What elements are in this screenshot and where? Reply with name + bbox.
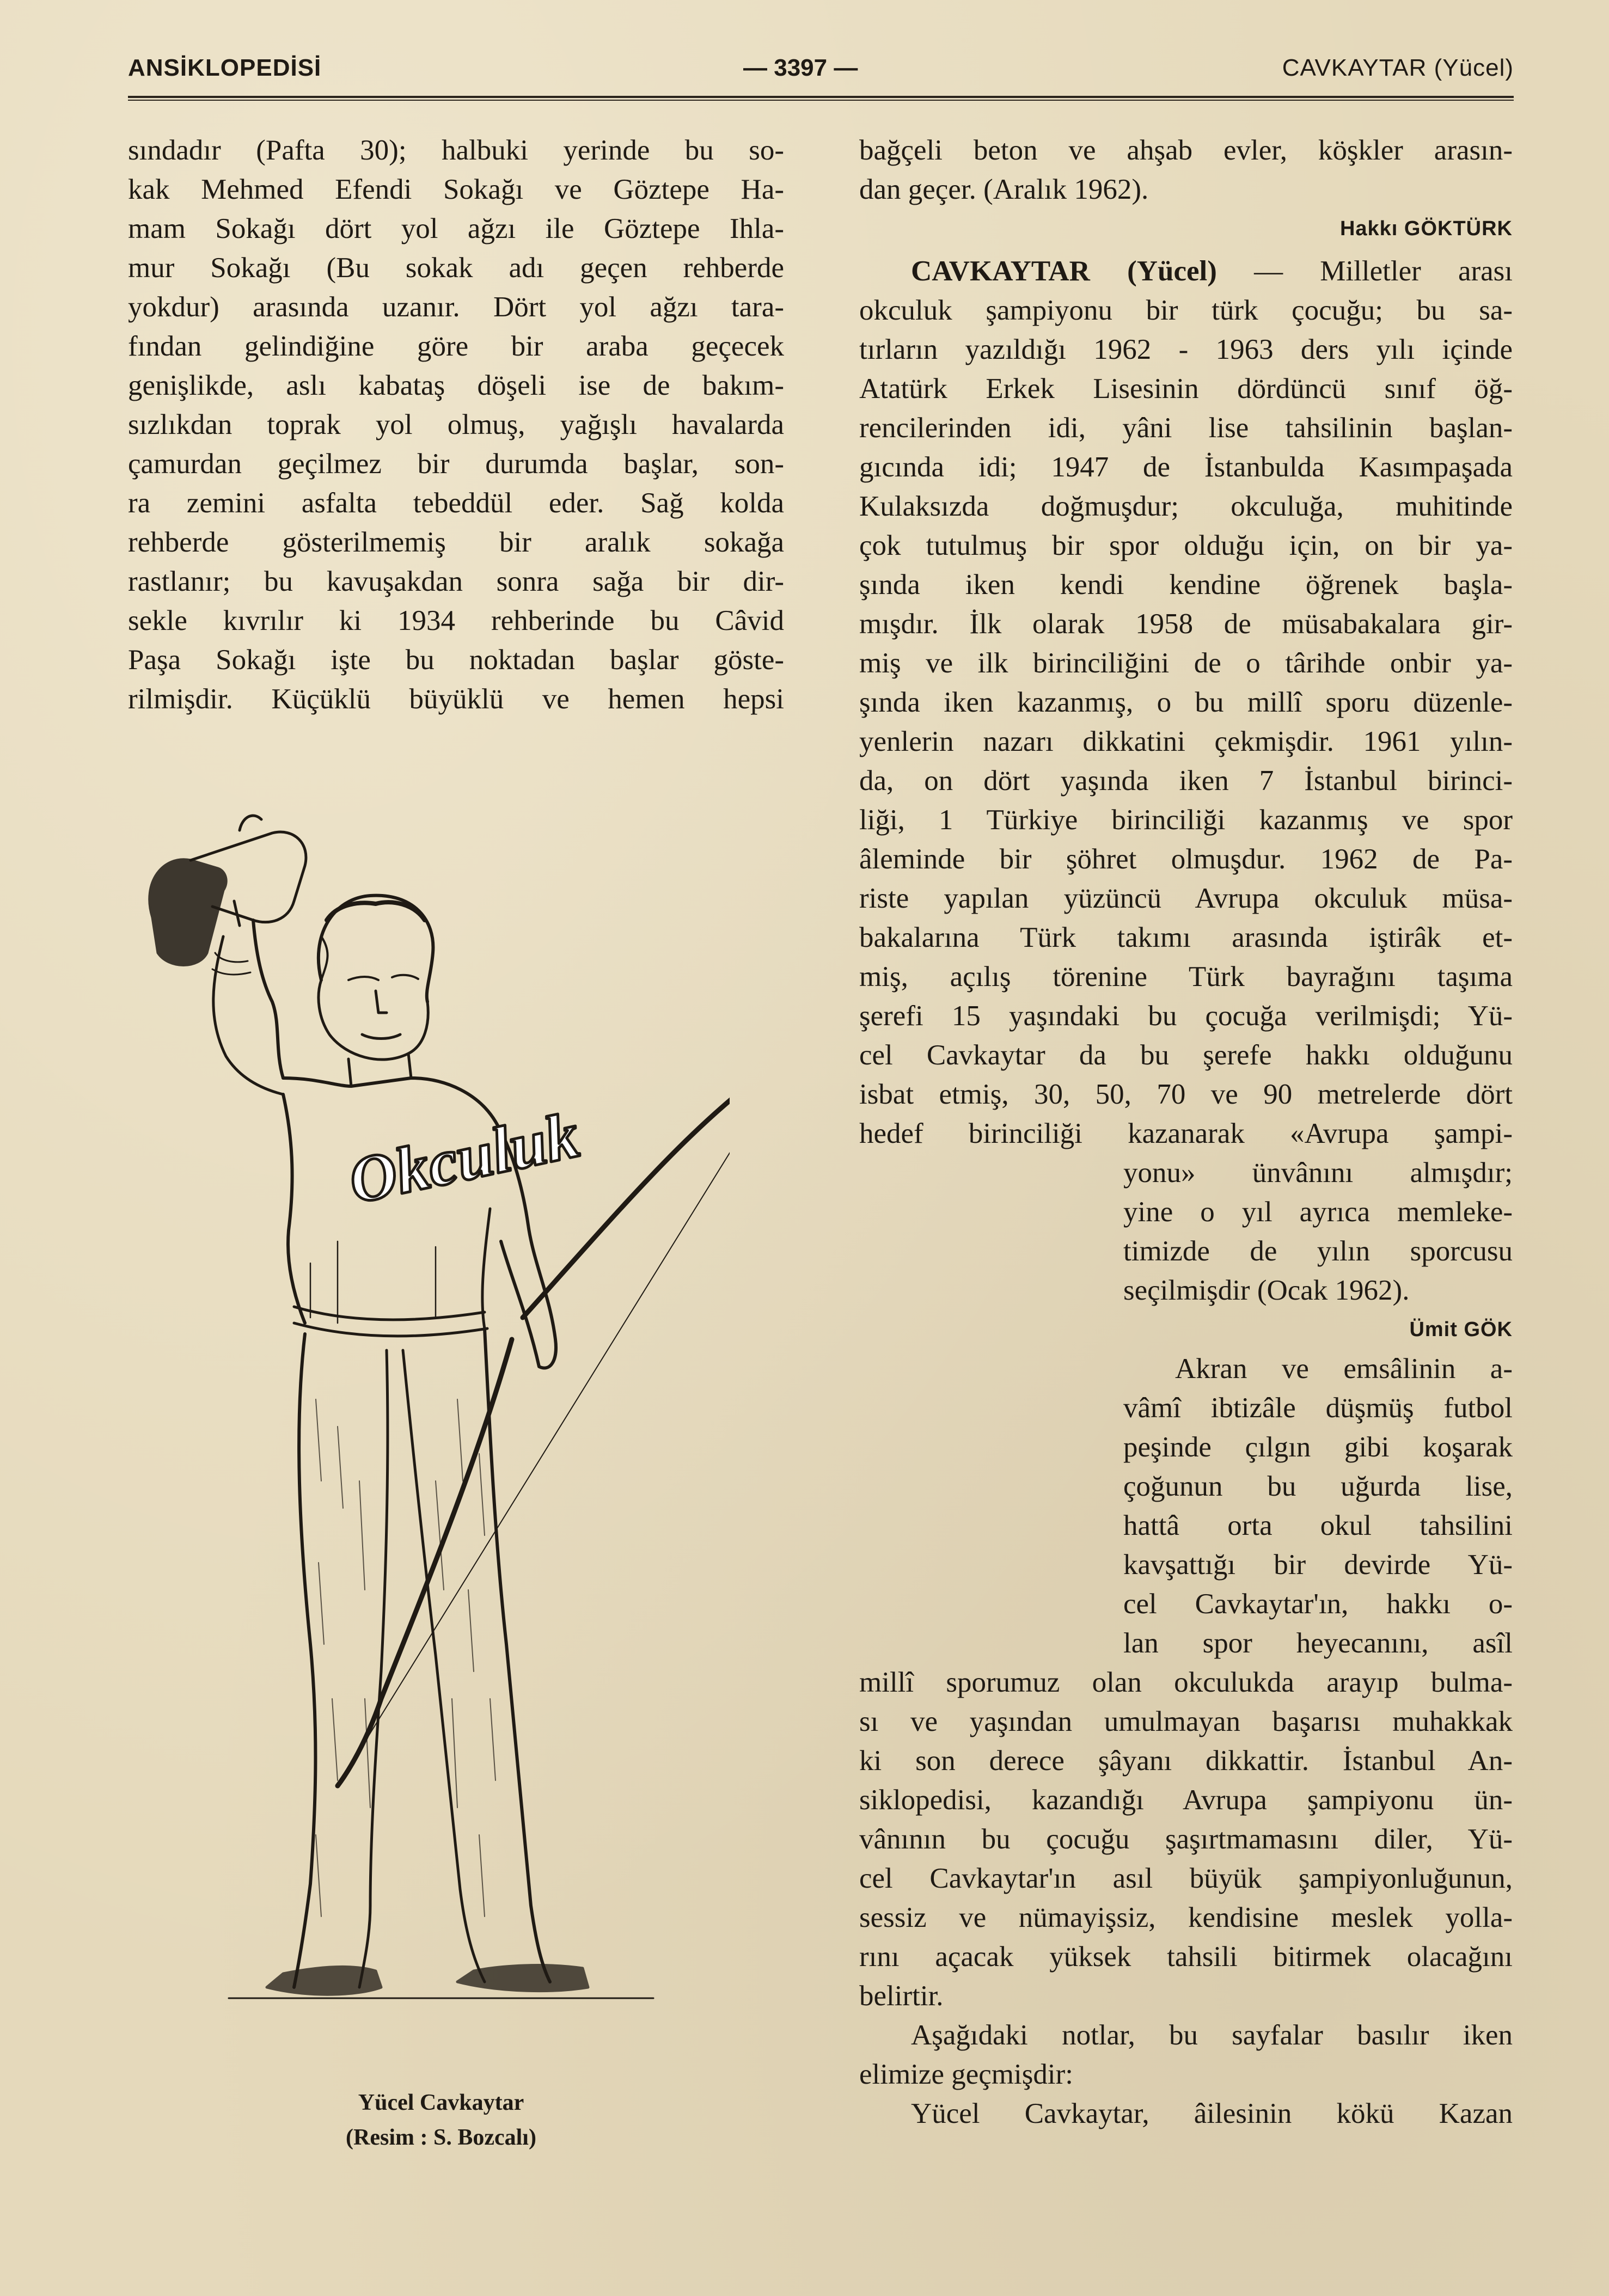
page-number: — 3397 —: [743, 54, 858, 81]
text-line: Akran ve emsâlinin a-: [1175, 1353, 1513, 1385]
text-line: bağçeli beton ve ahşab evler, köşkler arasın-: [859, 134, 1513, 166]
sweatshirt-text: Okculuk: [342, 1098, 585, 1217]
page-header: [128, 50, 1514, 88]
text-line: yenlerin nazarı dikkatini çekmişdir. 1961 yılın-: [859, 726, 1513, 757]
text-line: fından gelindiğine göre bir araba geçecek: [128, 330, 784, 362]
text-line: cel Cavkaytar da bu şerefe hakkı olduğunu: [859, 1039, 1513, 1071]
text-line: Paşa Sokağı işte bu noktadan başlar göste-: [128, 644, 784, 676]
text-line: rencilerinden idi, yâni lise tahsilinin başlan-: [859, 412, 1513, 444]
text-line: mam Sokağı dört yol ağzı ile Göztepe Ihla-: [128, 213, 784, 244]
text-line: Atatürk Erkek Lisesinin dördüncü sınıf öğ-: [859, 373, 1513, 405]
text-line: isbat etmiş, 30, 50, 70 ve 90 metrelerde dört: [859, 1079, 1513, 1110]
text-line: ra zemini asfalta tebeddül eder. Sağ kolda: [128, 487, 784, 519]
text-line: mur Sokağı (Bu sokak adı geçen rehberde: [128, 252, 784, 284]
illustration-caption: [272, 2085, 610, 2155]
text-line: tırların yazıldığı 1962 - 1963 ders yılı içinde: [859, 334, 1513, 365]
text-line: şında iken kazanmış, o bu millî sporu düzenle-: [859, 687, 1513, 718]
text-line: lan spor heyecanını, asîl: [1123, 1627, 1513, 1659]
text-line: gıcında idi; 1947 de İstanbulda Kasımpaşada: [859, 451, 1513, 483]
text-line: genişlikde, aslı kabataş döşeli ise de bakım-: [128, 370, 784, 401]
text-line: millî sporumuz olan okculukda arayıp bulma-: [859, 1667, 1513, 1698]
text-line: seçilmişdir (Ocak 1962).: [1123, 1275, 1410, 1306]
caption-title: Yücel Cavkaytar: [358, 2090, 524, 2115]
text-line: mışdır. İlk olarak 1958 de müsabakalara gir-: [859, 608, 1513, 640]
text-line: hedef birinciliği kazanarak «Avrupa şampi-: [859, 1118, 1513, 1149]
text-line: sı ve yaşından umulmayan başarısı muhakkak: [859, 1706, 1513, 1737]
wrapped-text-block: [1123, 1153, 1513, 1663]
article-heading-line: [859, 252, 1513, 291]
caption-credit: (Resim : S. Bozcalı): [346, 2125, 536, 2150]
header-left: ANSİKLOPEDİSİ: [128, 54, 322, 81]
text-line: bakalarına Türk takımı arasında iştirâk et-: [859, 922, 1513, 953]
archer-illustration: [131, 773, 730, 2042]
author-signature: Ümit GÖK: [1409, 1318, 1513, 1341]
text-line: şında iken kendi kendine öğrenek başla-: [859, 569, 1513, 601]
left-column: [128, 131, 784, 719]
text-line: rını açacak yüksek tahsili bitirmek olacağını: [859, 1941, 1513, 1973]
article-heading-rest: — Milletler arası: [1216, 255, 1513, 287]
text-line: çamurdan geçilmez bir durumda başlar, son-: [128, 448, 784, 480]
text-line: kavşattığı bir devirde Yü-: [1123, 1549, 1513, 1581]
text-line: miş ve ilk birinciliğini de o târihde onbir ya-: [859, 647, 1513, 679]
text-line: Kulaksızda doğmuşdur; okculuğa, muhitinde: [859, 491, 1513, 522]
text-line: siklopedisi, kazandığı Avrupa şampiyonu ün-: [859, 1784, 1513, 1816]
text-line: timizde de yılın sporcusu: [1123, 1235, 1513, 1267]
text-line: Yücel Cavkaytar, âilesinin kökü Kazan: [911, 2098, 1513, 2129]
text-line: rehberde gösterilmemiş bir aralık sokağa: [128, 526, 784, 558]
author-signature: Hakkı GÖKTÜRK: [1339, 217, 1513, 240]
text-line: da, on dört yaşında iken 7 İstanbul birinci-: [859, 765, 1513, 797]
header-rule-thin: [128, 100, 1514, 101]
text-line: kak Mehmed Efendi Sokağı ve Göztepe Ha-: [128, 174, 784, 205]
text-line: rastlanır; bu kavuşakdan sonra sağa bir dir-: [128, 566, 784, 597]
right-column: [859, 131, 1513, 2133]
text-line: çok tutulmuş bir spor olduğu için, on bir ya-: [859, 530, 1513, 561]
text-line: sındadır (Pafta 30); halbuki yerinde bu so-: [128, 134, 784, 166]
text-line: belirtir.: [859, 1980, 944, 2012]
bow-upper-limb: [523, 1056, 730, 1318]
text-line: yonu» ünvânını almışdır;: [1123, 1157, 1513, 1189]
text-line: cel Cavkaytar'ın, hakkı o-: [1123, 1588, 1513, 1620]
text-line: rilmişdir. Küçüklü büyüklü ve hemen hepsi: [128, 683, 784, 715]
text-line: miş, açılış törenine Türk bayrağını taşıma: [859, 961, 1513, 993]
text-line: hattâ orta okul tahsilini: [1123, 1510, 1513, 1541]
text-line: liği, 1 Türkiye birinciliği kazanmış ve spor: [859, 804, 1513, 836]
text-line: sekle kıvrılır ki 1934 rehberinde bu Câvid: [128, 605, 784, 636]
text-line: sızlıkdan toprak yol olmuş, yağışlı havalarda: [128, 409, 784, 440]
text-line: elimize geçmişdir:: [859, 2059, 1073, 2090]
text-line: şerefi 15 yaşındaki bu çocuğa verilmişdi; Yü-: [859, 1000, 1513, 1032]
text-line: çoğunun bu uğurda lise,: [1123, 1471, 1513, 1502]
text-line: ki son derece şâyanı dikkattir. İstanbul An-: [859, 1745, 1513, 1777]
text-line: okculuk şampiyonu bir türk çocuğu; bu sa-: [859, 295, 1513, 326]
text-line: sessiz ve nümayişsiz, kendisine meslek yolla-: [859, 1902, 1513, 1933]
text-line: âleminde bir şöhret olmuşdur. 1962 de Pa-: [859, 843, 1513, 875]
text-line: dan geçer. (Aralık 1962).: [859, 174, 1149, 205]
header-right: CAVKAYTAR (Yücel): [1282, 54, 1514, 81]
text-line: yine o yıl ayrıca memleke-: [1123, 1196, 1513, 1228]
text-line: vâmî ibtizâle düşmüş futbol: [1123, 1392, 1513, 1424]
text-line: riste yapılan yüzüncü Avrupa okculuk müsa-: [859, 883, 1513, 914]
text-line: cel Cavkaytar'ın asıl büyük şampiyonluğunun,: [859, 1863, 1513, 1894]
text-line: peşinde çılgın gibi koşarak: [1123, 1431, 1513, 1463]
text-line: vânının bu çocuğu şaşırtmamasını diler, Yü-: [859, 1823, 1513, 1855]
trophy-cup-icon: [150, 816, 306, 965]
article-headword: CAVKAYTAR (Yücel): [911, 255, 1217, 287]
text-line: Aşağıdaki notlar, bu sayfalar basılır iken: [911, 2019, 1513, 2051]
text-line: yokdur) arasında uzanır. Dört yol ağzı tara-: [128, 291, 784, 323]
header-rule: [128, 96, 1514, 98]
